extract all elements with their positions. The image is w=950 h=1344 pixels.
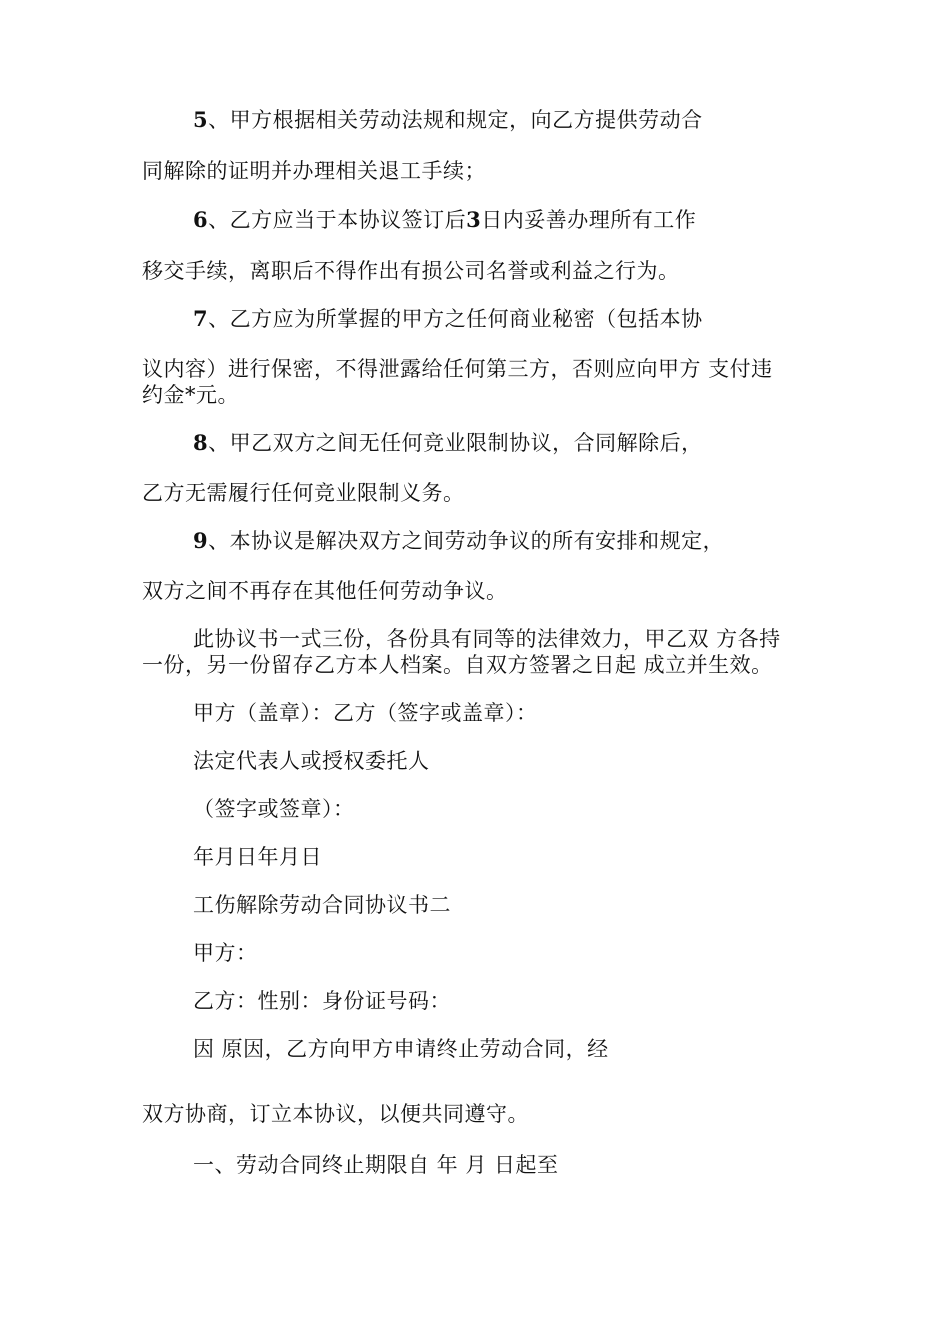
clause-6-text-1a: 、乙方应当于本协议签订后 [208, 208, 467, 232]
clause-7-line-1 [193, 306, 703, 332]
clause-7-text-1: 、乙方应为所掌握的甲方之任何商业秘密（包括本协 [208, 307, 703, 331]
clause-9-number: 9 [193, 528, 209, 553]
clause-9-text-1: 、本协议是解决双方之间劳动争议的所有安排和规定， [208, 529, 725, 553]
party-a-line: 甲方： [193, 941, 258, 965]
copies-clause-line-1: 此协议书一式三份，各份具有同等的法律效力，甲乙双 方各持 [193, 627, 781, 651]
clause-5-line-1 [193, 107, 703, 133]
clause-6-number: 6 [193, 207, 209, 232]
party-b-line: 乙方：性别：身份证号码： [193, 989, 451, 1013]
reason-line-1: 因 原因，乙方向甲方申请终止劳动合同，经 [193, 1037, 609, 1061]
second-agreement-title: 工伤解除劳动合同协议书二 [193, 893, 451, 917]
clause-8-text-1: 、甲乙双方之间无任何竞业限制协议，合同解除后， [208, 431, 703, 455]
legal-representative-line: 法定代表人或授权委托人 [193, 749, 430, 773]
clause-8-line-1 [193, 430, 703, 456]
clause-7-line-3: 约金*元。 [142, 383, 239, 407]
reason-line-2: 双方协商，订立本协议，以便共同遵守。 [142, 1102, 529, 1126]
clause-8-line-2: 乙方无需履行任何竞业限制义务。 [142, 481, 465, 505]
clause-1-term-line: 一、劳动合同终止期限自 年 月 日起至 [193, 1153, 559, 1177]
clause-5-text-1: 、甲方根据相关劳动法规和规定，向乙方提供劳动合 [208, 108, 703, 132]
clause-9-line-2: 双方之间不再存在其他任何劳动争议。 [142, 579, 508, 603]
clause-6-line-2: 移交手续，离职后不得作出有损公司名誉或利益之行为。 [142, 259, 680, 283]
clause-6-line-1 [193, 207, 696, 233]
copies-clause-line-2: 一份，另一份留存乙方本人档案。自双方签署之日起 成立并生效。 [142, 653, 773, 677]
clause-9-line-1 [193, 528, 724, 554]
signature-seal-line: （签字或签章）： [193, 797, 355, 821]
clause-6-text-1b: 日内妥善办理所有工作 [481, 208, 697, 232]
signature-parties-line: 甲方（盖章）：乙方（签字或盖章）： [193, 701, 538, 725]
clause-8-number: 8 [193, 430, 209, 455]
clause-7-number: 7 [193, 306, 209, 331]
clause-5-number: 5 [193, 107, 209, 132]
clause-5-line-2: 同解除的证明并办理相关退工手续； [142, 159, 486, 183]
date-line: 年月日年月日 [193, 845, 322, 869]
clause-7-line-2: 议内容）进行保密，不得泄露给任何第三方，否则应向甲方 支付违 [142, 357, 773, 381]
clause-6-days-number: 3 [466, 207, 482, 232]
